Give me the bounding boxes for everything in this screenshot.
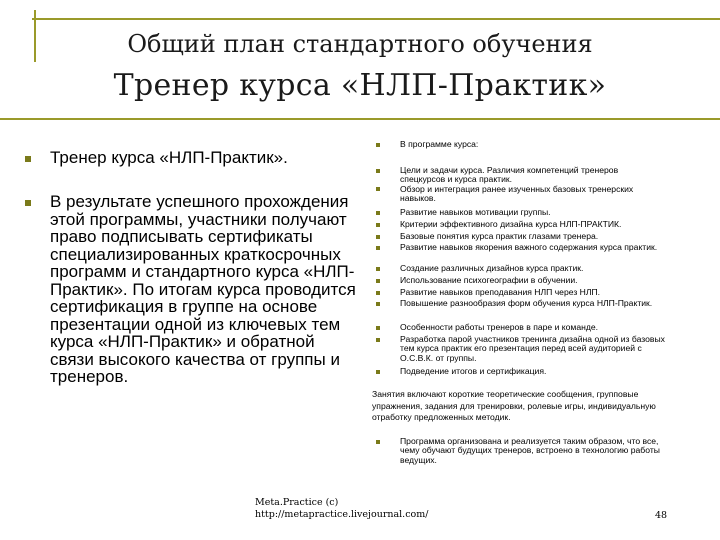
right-bullet-marker xyxy=(376,187,380,191)
right-item: Разработка парой участников тренинга дизайна одной из базовых тем курса практик его презентация перед всей аудиторией с О.С.В.К. от группы. xyxy=(400,334,665,363)
right-item: Цели и задачи курса. Различия компетенций тренеров спецкурсов и курса практик. xyxy=(400,165,619,185)
right-bullet-marker xyxy=(376,338,380,342)
right-item: Базовые понятия курса практик глазами тренера. xyxy=(400,231,599,241)
right-bullet-marker xyxy=(376,246,380,250)
right-bullet-marker xyxy=(376,235,380,239)
left-bullet-2: В результате успешного прохождения этой программы, участники получают право подписывать сертификаты специализированных краткосрочных программ и стандартного курса «НЛП-Практик». По итогам курса проводится сертификация в группе на основе презентации одной из ключевых тем курса «НЛП-Практик» и обратной связи высокого качества от группы и тренеров. xyxy=(50,192,356,386)
right-bullet-marker xyxy=(376,143,380,147)
right-item: Развитие навыков якорения важного содержания курса практик. xyxy=(400,242,658,252)
right-item: Использование психогеографии в обучении. xyxy=(400,275,578,285)
right-bullet-marker xyxy=(376,291,380,295)
right-bullet-marker xyxy=(376,370,380,374)
slide-title: Общий план стандартного обучения xyxy=(127,30,593,58)
right-item: Развитие навыков мотивации группы. xyxy=(400,207,551,217)
frame-line-divider xyxy=(0,118,720,120)
footer-copyright: Meta.Practice (c) xyxy=(255,497,339,508)
right-item: Повышение разнообразия форм обучения курса НЛП-Практик. xyxy=(400,298,653,308)
left-bullet-marker xyxy=(25,200,31,206)
right-bullet-marker xyxy=(376,211,380,215)
right-bullet-marker xyxy=(376,267,380,271)
right-bullet-marker xyxy=(376,302,380,306)
right-item: Подведение итогов и сертификация. xyxy=(400,366,547,376)
slide-subtitle: Тренер курса «НЛП-Практик» xyxy=(113,68,607,103)
right-bullet-marker xyxy=(376,223,380,227)
frame-line-top xyxy=(32,18,720,20)
right-item: Создание различных дизайнов курса практик. xyxy=(400,263,584,273)
right-item: Развитие навыков преподавания НЛП через НЛП. xyxy=(400,287,601,297)
left-bullet-1: Тренер курса «НЛП-Практик». xyxy=(50,148,288,167)
left-bullet-marker xyxy=(25,156,31,162)
right-bullet-marker xyxy=(376,279,380,283)
right-bullet-marker xyxy=(376,326,380,330)
page-number: 48 xyxy=(655,510,668,521)
right-item: Особенности работы тренеров в паре и команде. xyxy=(400,322,599,332)
footer xyxy=(255,497,428,521)
right-bullet-marker xyxy=(376,440,380,444)
right-item: Обзор и интеграция ранее изученных базовых тренерских навыков. xyxy=(400,184,634,204)
right-final-item: Программа организована и реализуется таким образом, что все, чему обучают будущих тренеров, встроено в технологию работы ведущих. xyxy=(400,436,660,465)
right-paragraph: Занятия включают короткие теоретические сообщения, групповые упражнения, задания для тренировки, ролевые игры, индивидуальную отработку предложенных методик. xyxy=(372,389,656,422)
right-intro: В программе курса: xyxy=(400,139,479,149)
footer-link[interactable]: http://metapractice.livejournal.com/ xyxy=(255,509,429,520)
right-bullet-marker xyxy=(376,169,380,173)
right-item: Критерии эффективного дизайна курса НЛП-ПРАКТИК. xyxy=(400,219,622,229)
